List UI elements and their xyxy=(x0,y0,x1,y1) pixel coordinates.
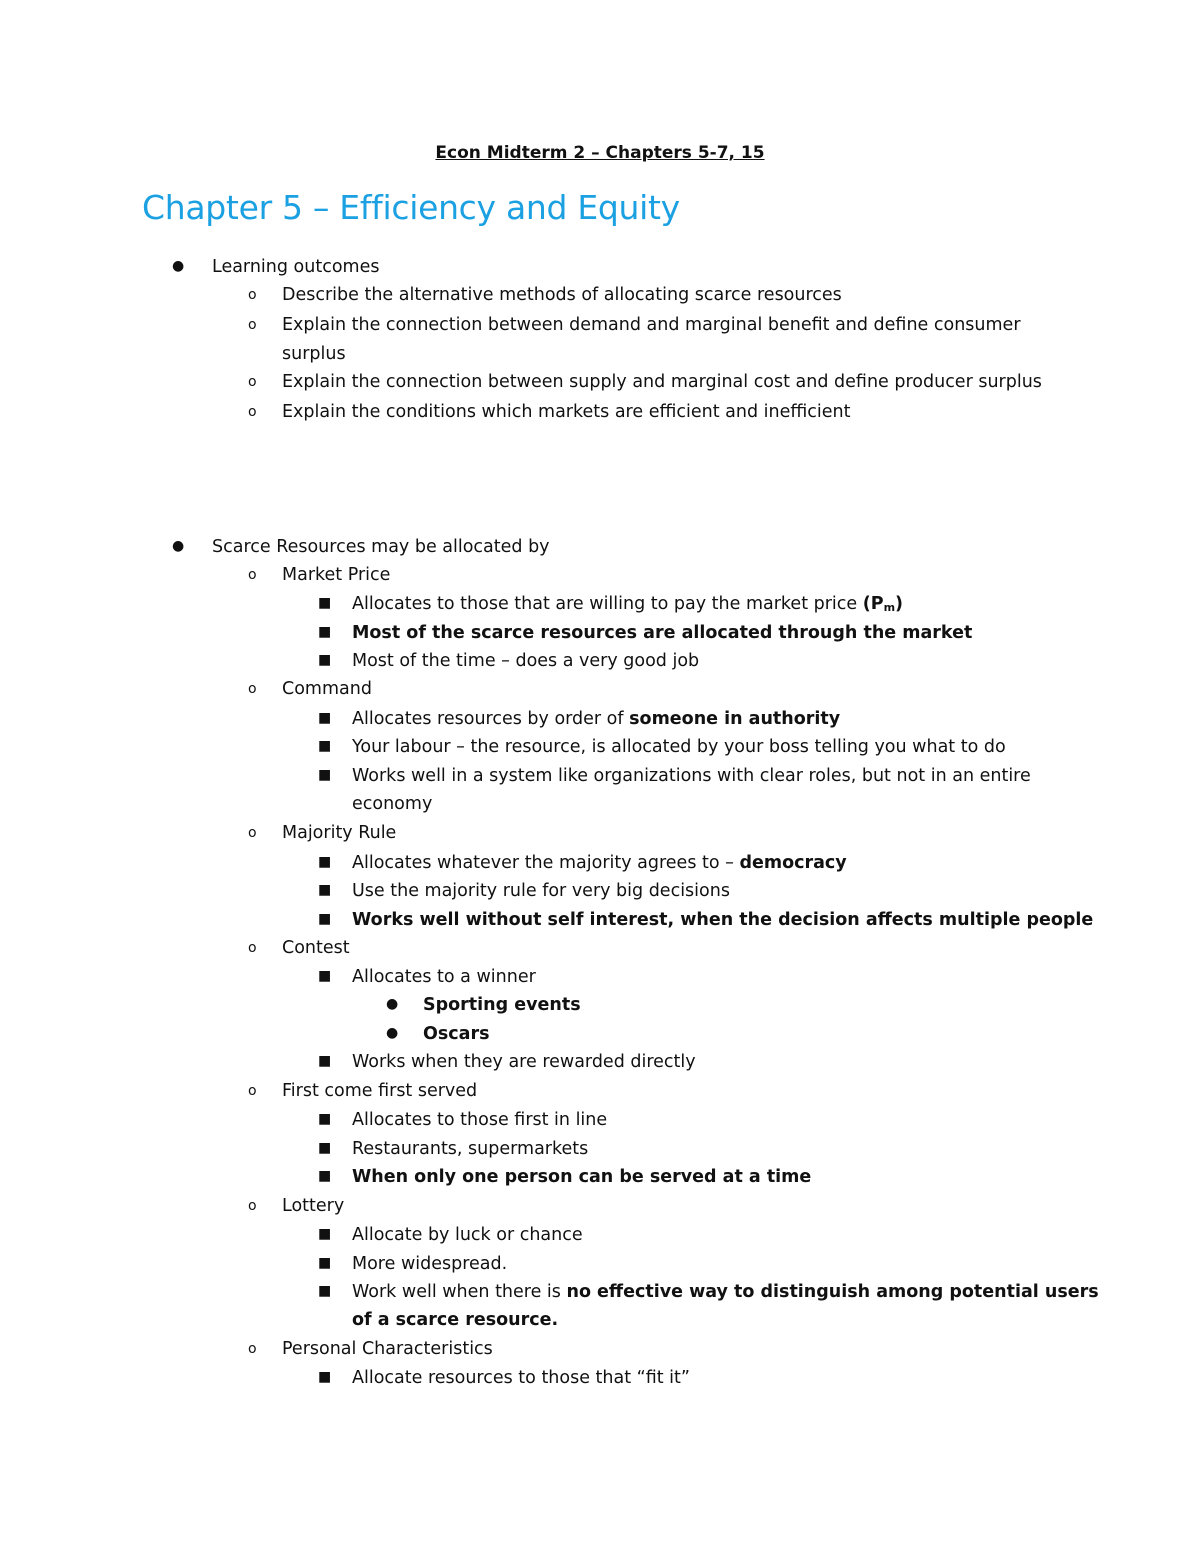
list-item: Describe the alternative methods of allocating scarce resources xyxy=(282,285,842,305)
square-bullet-icon: ■ xyxy=(318,911,332,927)
square-bullet-icon: ■ xyxy=(318,738,332,754)
chapter-heading: Chapter 5 – Efficiency and Equity xyxy=(142,188,680,227)
list-item-first-come-first-served: First come first served xyxy=(282,1081,478,1101)
list-item: Allocates to those first in line xyxy=(352,1110,608,1130)
square-bullet-icon: ■ xyxy=(318,1053,332,1069)
square-bullet-icon: ■ xyxy=(318,1140,332,1156)
list-item-continuation: economy xyxy=(352,794,433,814)
bullet-icon: ● xyxy=(386,996,399,1012)
bullet-icon: ● xyxy=(386,1025,399,1041)
list-item: Explain the conditions which markets are efficient and inefficient xyxy=(282,402,851,422)
list-item: Sporting events xyxy=(423,995,581,1015)
list-item-continuation: surplus xyxy=(282,344,346,364)
list-item: When only one person can be served at a time xyxy=(352,1167,812,1187)
list-item: Allocate by luck or chance xyxy=(352,1225,583,1245)
square-bullet-icon: ■ xyxy=(318,767,332,783)
square-bullet-icon: ■ xyxy=(318,624,332,640)
list-item: Your labour – the resource, is allocated by your boss telling you what to do xyxy=(352,737,1006,757)
square-bullet-icon: ■ xyxy=(318,595,332,611)
bullet-icon: ● xyxy=(172,538,185,554)
square-bullet-icon: ■ xyxy=(318,1369,332,1385)
list-item: Most of the time – does a very good job xyxy=(352,651,700,671)
square-bullet-icon: ■ xyxy=(318,882,332,898)
list-item-continuation: of a scarce resource. xyxy=(352,1310,559,1330)
list-item-lottery: Lottery xyxy=(282,1196,345,1216)
square-bullet-icon: ■ xyxy=(318,1168,332,1184)
list-item-learning-outcomes: Learning outcomes xyxy=(212,257,380,277)
list-item: More widespread. xyxy=(352,1254,508,1274)
hollow-bullet-icon: o xyxy=(248,317,257,333)
list-item: Allocates to a winner xyxy=(352,967,536,987)
list-item: Oscars xyxy=(423,1024,490,1044)
list-item: Explain the connection between supply and marginal cost and define producer surplus xyxy=(282,372,1042,392)
list-item-scarce-resources: Scarce Resources may be allocated by xyxy=(212,537,550,557)
square-bullet-icon: ■ xyxy=(318,1111,332,1127)
hollow-bullet-icon: o xyxy=(248,1083,257,1099)
hollow-bullet-icon: o xyxy=(248,404,257,420)
list-item: Allocates resources by order of someone in authority xyxy=(352,709,841,729)
list-item-command: Command xyxy=(282,679,372,699)
hollow-bullet-icon: o xyxy=(248,374,257,390)
square-bullet-icon: ■ xyxy=(318,968,332,984)
list-item-majority-rule: Majority Rule xyxy=(282,823,397,843)
list-item: Use the majority rule for very big decisions xyxy=(352,881,730,901)
list-item: Work well when there is no effective way to distinguish among potential users xyxy=(352,1282,1099,1302)
list-item: Works well in a system like organizations with clear roles, but not in an entire xyxy=(352,766,1031,786)
square-bullet-icon: ■ xyxy=(318,1255,332,1271)
hollow-bullet-icon: o xyxy=(248,1341,257,1357)
list-item: Allocates whatever the majority agrees to – democracy xyxy=(352,853,847,873)
list-item-market-price: Market Price xyxy=(282,565,391,585)
list-item: Explain the connection between demand and marginal benefit and define consumer xyxy=(282,315,1021,335)
hollow-bullet-icon: o xyxy=(248,940,257,956)
hollow-bullet-icon: o xyxy=(248,287,257,303)
list-item: Most of the scarce resources are allocated through the market xyxy=(352,623,973,643)
list-item: Allocate resources to those that “fit it” xyxy=(352,1368,690,1388)
square-bullet-icon: ■ xyxy=(318,1226,332,1242)
list-item-contest: Contest xyxy=(282,938,350,958)
hollow-bullet-icon: o xyxy=(248,1198,257,1214)
list-item-personal-characteristics: Personal Characteristics xyxy=(282,1339,493,1359)
hollow-bullet-icon: o xyxy=(248,567,257,583)
list-item: Works well without self interest, when the decision affects multiple people xyxy=(352,910,1094,930)
list-item: Works when they are rewarded directly xyxy=(352,1052,696,1072)
hollow-bullet-icon: o xyxy=(248,681,257,697)
list-item: Allocates to those that are willing to pay the market price $(P_m)$ xyxy=(352,594,904,614)
list-item: Restaurants, supermarkets xyxy=(352,1139,589,1159)
square-bullet-icon: ■ xyxy=(318,1283,332,1299)
square-bullet-icon: ■ xyxy=(318,652,332,668)
bullet-icon: ● xyxy=(172,258,185,274)
document-title: Econ Midterm 2 – Chapters 5-7, 15 xyxy=(435,143,765,163)
square-bullet-icon: ■ xyxy=(318,854,332,870)
hollow-bullet-icon: o xyxy=(248,825,257,841)
square-bullet-icon: ■ xyxy=(318,710,332,726)
